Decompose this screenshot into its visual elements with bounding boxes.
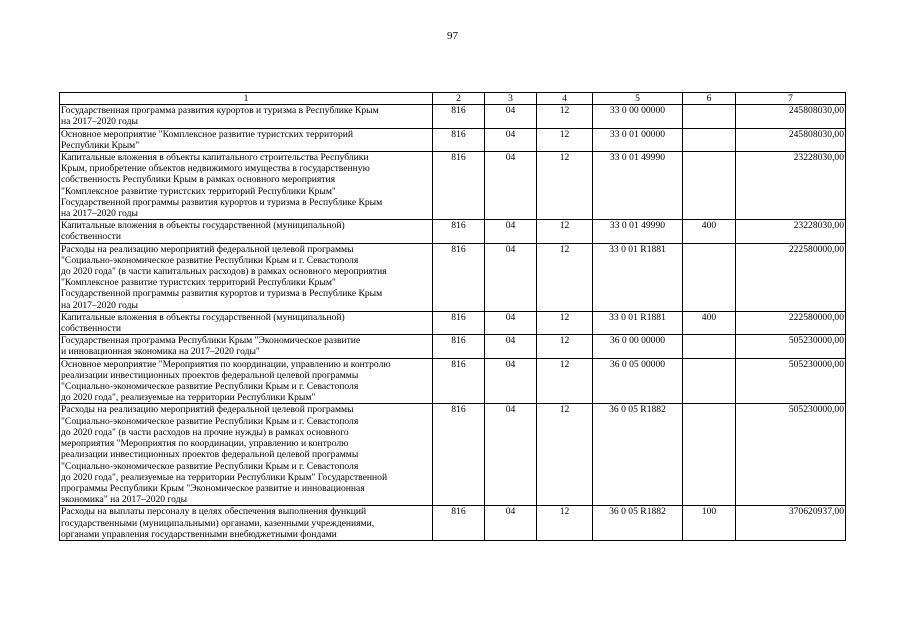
row-name-line: на 2017–2020 годы — [61, 208, 138, 220]
table-row — [60, 404, 846, 506]
row-name-line: Крым, приобретение объектов недвижимого имущества в государственную — [61, 163, 370, 175]
target-article-cell: 33 0 01 49990 — [593, 152, 683, 220]
header-cell: 5 — [593, 93, 683, 105]
row-name-cell — [60, 404, 433, 506]
amount-cell: 245808030,00 — [736, 128, 846, 151]
amount-cell: 23228030,00 — [736, 220, 846, 243]
table-row — [60, 243, 846, 311]
subsection-code-cell: 12 — [537, 220, 593, 243]
amount-cell: 505230000,00 — [736, 404, 846, 506]
row-name-line: Расходы на реализацию мероприятий федеральной целевой программы — [61, 404, 354, 416]
amount-cell: 23228030,00 — [736, 152, 846, 220]
row-name-line: "Социально-экономическое развитие Республики Крым и г. Севастополя — [61, 254, 359, 266]
ministry-code-cell: 816 — [433, 152, 485, 220]
row-name-line: "Социально-экономическое развитие Республики Крым и г. Севастополя — [61, 460, 359, 472]
row-name-line: реализации инвестиционных проектов федеральной целевой программы — [61, 369, 359, 381]
ministry-code-cell: 816 — [433, 311, 485, 334]
row-name-line: программы Республики Крым "Экономическое развитие и инновационная — [61, 482, 365, 494]
amount-cell: 222580000,00 — [736, 311, 846, 334]
row-name-line: государственными (муниципальными) органами, казенными учреждениями, — [61, 517, 375, 529]
subsection-code-cell: 12 — [537, 335, 593, 358]
row-name-cell — [60, 506, 433, 541]
row-name-line: "Комплексное развитие туристских территорий Республики Крым" — [61, 277, 336, 289]
subsection-code-cell: 12 — [537, 404, 593, 506]
budget-table — [59, 92, 846, 541]
section-code-cell: 04 — [485, 404, 537, 506]
table-row — [60, 506, 846, 541]
row-name-line: реализации инвестиционных проектов федеральной целевой программы — [61, 449, 359, 461]
subsection-code-cell: 12 — [537, 243, 593, 311]
ministry-code-cell: 816 — [433, 128, 485, 151]
table-row — [60, 128, 846, 151]
expense-type-cell — [683, 105, 736, 128]
row-name-line: Капитальные вложения в объекты государственной (муниципальной) — [61, 220, 345, 232]
header-cell: 7 — [736, 93, 846, 105]
row-name-line: Основное мероприятие "Мероприятия по координации, управлению и контролю — [61, 358, 391, 370]
amount-cell: 505230000,00 — [736, 335, 846, 358]
row-name-line: "Социально-экономическое развитие Республики Крым и г. Севастополя — [61, 381, 359, 393]
row-name-cell — [60, 243, 433, 311]
header-cell: 1 — [60, 93, 433, 105]
target-article-cell: 36 0 05 R1882 — [593, 404, 683, 506]
ministry-code-cell: 816 — [433, 404, 485, 506]
row-name-line: Капитальные вложения в объекты государственной (муниципальной) — [61, 311, 345, 323]
row-name-line: собственность Республики Крым в рамках основного мероприятия — [61, 174, 336, 186]
section-code-cell: 04 — [485, 506, 537, 541]
header-row — [60, 93, 846, 105]
row-name-line: мероприятия "Мероприятия по координации, управлению и контролю — [61, 438, 349, 450]
header-cell: 3 — [485, 93, 537, 105]
row-name-line: Расходы на выплаты персоналу в целях обеспечения выполнения функций — [61, 506, 367, 518]
target-article-cell: 33 0 01 49990 — [593, 220, 683, 243]
subsection-code-cell: 12 — [537, 506, 593, 541]
row-name-line: до 2020 года" (в части расходов на прочие нужды) в рамках основного — [61, 426, 349, 438]
target-article-cell: 33 0 01 R1881 — [593, 311, 683, 334]
row-name-line: Основное мероприятие "Комплексное развитие туристских территорий — [61, 128, 354, 140]
amount-cell: 505230000,00 — [736, 358, 846, 404]
ministry-code-cell: 816 — [433, 243, 485, 311]
header-cell: 6 — [683, 93, 736, 105]
section-code-cell: 04 — [485, 152, 537, 220]
expense-type-cell — [683, 243, 736, 311]
row-name-line: органами управления государственными внебюджетными фондами — [61, 528, 337, 540]
section-code-cell: 04 — [485, 358, 537, 404]
ministry-code-cell: 816 — [433, 335, 485, 358]
expense-type-cell — [683, 152, 736, 220]
section-code-cell: 04 — [485, 105, 537, 128]
amount-cell: 222580000,00 — [736, 243, 846, 311]
row-name-line: "Комплексное развитие туристских территорий Республики Крым" — [61, 185, 336, 197]
ministry-code-cell: 816 — [433, 358, 485, 404]
section-code-cell: 04 — [485, 243, 537, 311]
table-row — [60, 152, 846, 220]
section-code-cell: 04 — [485, 335, 537, 358]
row-name-line: Республики Крым" — [61, 139, 140, 151]
row-name-line: до 2020 года" (в части капитальных расходов) в рамках основного мероприятия — [61, 266, 387, 278]
table-body — [60, 105, 846, 541]
row-name-line: "Социально-экономическое развитие Республики Крым и г. Севастополя — [61, 415, 359, 427]
row-name-line: собственности — [61, 323, 122, 335]
ministry-code-cell: 816 — [433, 506, 485, 541]
row-name-line: Расходы на реализацию мероприятий федеральной целевой программы — [61, 243, 354, 255]
row-name-line: до 2020 года", реализуемые на территории Республики Крым" Государственной — [61, 471, 388, 483]
amount-cell: 245808030,00 — [736, 105, 846, 128]
header-cell: 2 — [433, 93, 485, 105]
row-name-line: Капитальные вложения в объекты капитального строительства Республики — [61, 152, 369, 164]
expense-type-cell: 100 — [683, 506, 736, 541]
ministry-code-cell: 816 — [433, 105, 485, 128]
row-name-cell — [60, 220, 433, 243]
expense-type-cell: 400 — [683, 311, 736, 334]
amount-cell: 370620937,00 — [736, 506, 846, 541]
page-number: 97 — [447, 30, 458, 42]
table-header — [60, 93, 846, 105]
subsection-code-cell: 12 — [537, 311, 593, 334]
section-code-cell: 04 — [485, 311, 537, 334]
expense-type-cell — [683, 404, 736, 506]
row-name-cell — [60, 152, 433, 220]
expense-type-cell: 400 — [683, 220, 736, 243]
row-name-line: экономика" на 2017–2020 годы — [61, 494, 188, 506]
target-article-cell: 33 0 00 00000 — [593, 105, 683, 128]
row-name-cell — [60, 128, 433, 151]
subsection-code-cell: 12 — [537, 358, 593, 404]
target-article-cell: 33 0 01 R1881 — [593, 243, 683, 311]
table-row — [60, 311, 846, 334]
table-row — [60, 335, 846, 358]
target-article-cell: 36 0 05 R1882 — [593, 506, 683, 541]
row-name-cell — [60, 358, 433, 404]
target-article-cell: 36 0 00 00000 — [593, 335, 683, 358]
row-name-line: до 2020 года", реализуемые на территории Республики Крым" — [61, 392, 316, 404]
row-name-line: на 2017–2020 годы — [61, 299, 138, 311]
expense-type-cell — [683, 128, 736, 151]
subsection-code-cell: 12 — [537, 152, 593, 220]
expense-type-cell — [683, 358, 736, 404]
row-name-cell — [60, 105, 433, 128]
ministry-code-cell: 816 — [433, 220, 485, 243]
row-name-cell — [60, 335, 433, 358]
target-article-cell: 33 0 01 00000 — [593, 128, 683, 151]
table-row — [60, 220, 846, 243]
table-row — [60, 105, 846, 128]
row-name-line: собственности — [61, 231, 122, 243]
row-name-line: Государственная программа Республики Крым "Экономическое развитие — [61, 335, 361, 347]
section-code-cell: 04 — [485, 128, 537, 151]
row-name-line: Государственной программы развития курортов и туризма в Республике Крым — [61, 288, 383, 300]
row-name-cell — [60, 311, 433, 334]
row-name-line: и инновационная экономика на 2017–2020 годы" — [61, 346, 260, 358]
table-row — [60, 358, 846, 404]
section-code-cell: 04 — [485, 220, 537, 243]
row-name-line: на 2017–2020 годы — [61, 116, 138, 128]
row-name-line: Государственной программы развития курортов и туризма в Республике Крым — [61, 196, 383, 208]
target-article-cell: 36 0 05 00000 — [593, 358, 683, 404]
row-name-line: Государственная программа развития курортов и туризма в Республике Крым — [61, 105, 379, 117]
expense-type-cell — [683, 335, 736, 358]
subsection-code-cell: 12 — [537, 105, 593, 128]
subsection-code-cell: 12 — [537, 128, 593, 151]
header-cell: 4 — [537, 93, 593, 105]
